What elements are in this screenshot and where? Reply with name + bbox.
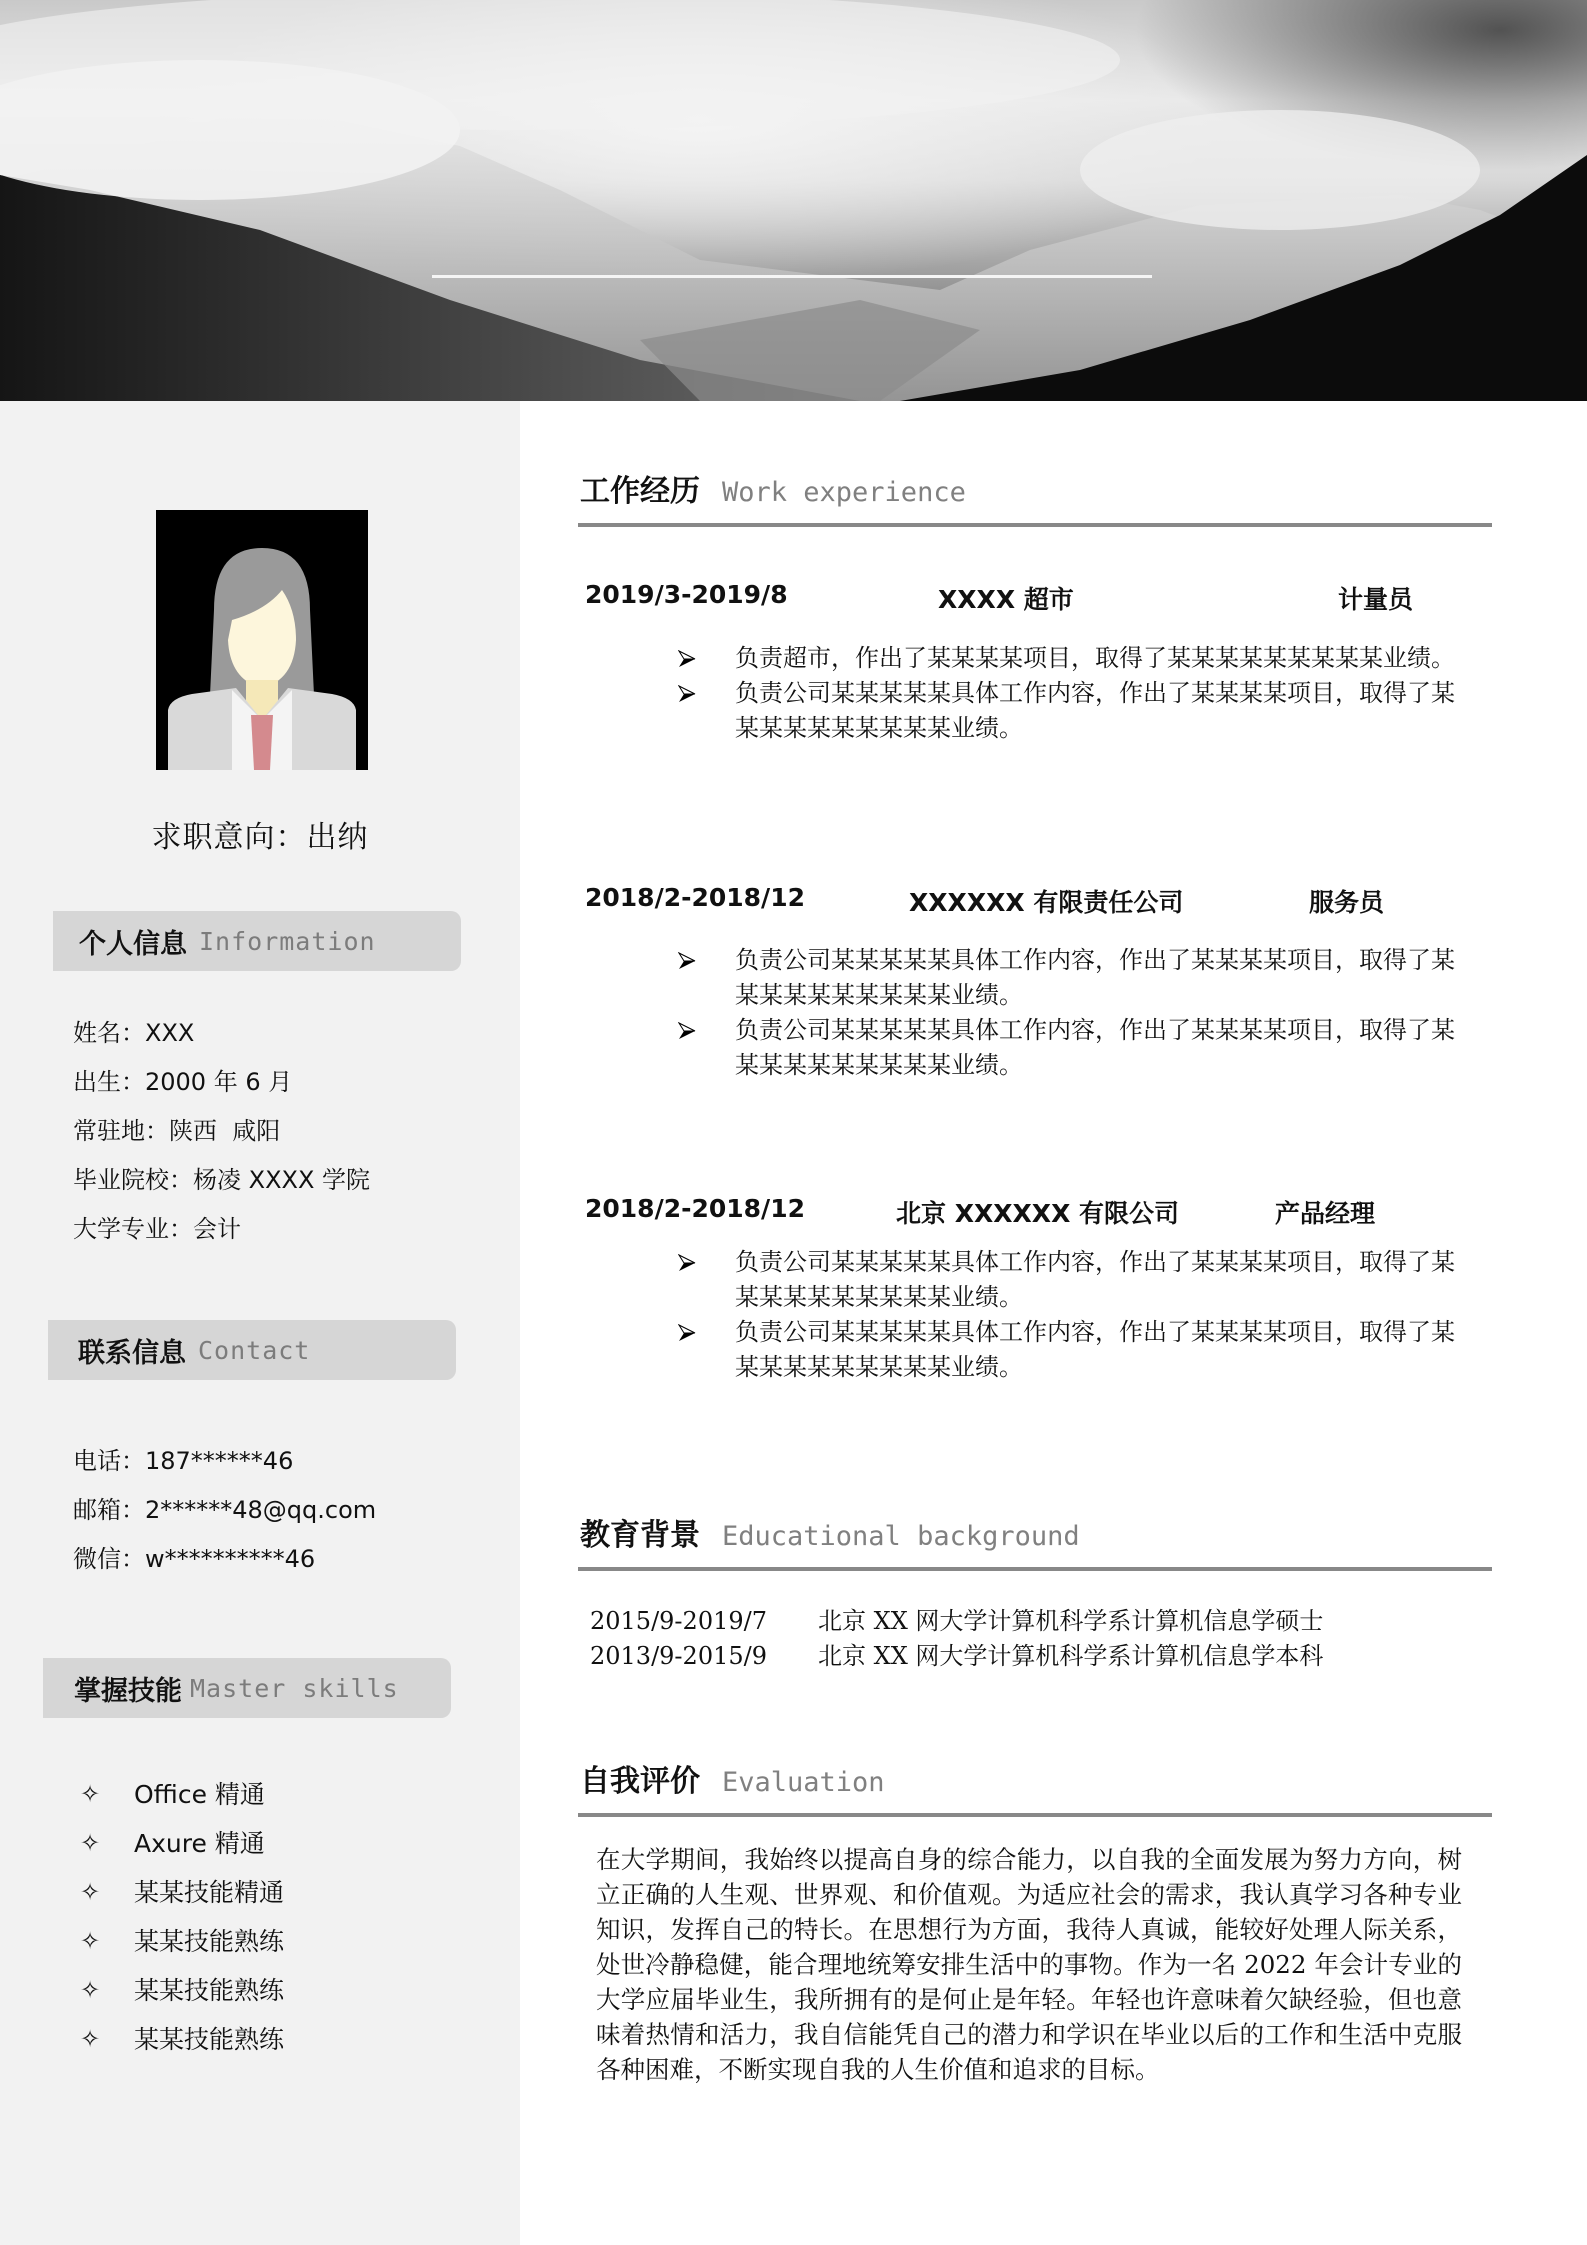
header-banner-image bbox=[0, 0, 1587, 401]
bullet-item: 负责公司某某某某某具体工作内容，作出了某某某某项目，取得了某某某某某某某某某某业绩。 bbox=[678, 943, 1458, 1013]
education-period: 2013/9-2015/9 bbox=[590, 1642, 767, 1670]
job-header bbox=[585, 883, 1485, 923]
job-company: XXXX 超市 bbox=[938, 585, 1074, 614]
female-avatar-icon bbox=[156, 510, 368, 770]
four-point-star-icon: ✧ bbox=[80, 2025, 101, 2053]
bullet-item: 负责超市，作出了某某某某项目，取得了某某某某某某某某某业绩。 bbox=[678, 641, 1458, 676]
section-title-en: Information bbox=[199, 926, 376, 956]
section-title-education: 教育背景 Educational background bbox=[580, 1518, 1080, 1553]
section-header-contact bbox=[48, 1320, 456, 1380]
arrowhead-bullet-icon bbox=[678, 1324, 696, 1342]
section-header-personal-info bbox=[53, 911, 461, 971]
arrowhead-bullet-icon bbox=[678, 952, 696, 970]
job-period: 2018/2-2018/12 bbox=[585, 1194, 805, 1223]
job-role: 计量员 bbox=[1338, 585, 1414, 614]
section-divider bbox=[578, 523, 1492, 527]
education-period: 2015/9-2019/7 bbox=[590, 1607, 767, 1635]
personal-info-list bbox=[73, 1009, 370, 1254]
section-title-cn: 掌握技能 bbox=[74, 1675, 182, 1707]
bullet-item: 负责公司某某某某某具体工作内容，作出了某某某某项目，取得了某某某某某某某某某某业绩。 bbox=[678, 676, 1458, 746]
skill-item: ✧ 某某技能精通 bbox=[80, 1868, 284, 1917]
section-title-cn: 联系信息 bbox=[78, 1337, 186, 1369]
four-point-star-icon: ✧ bbox=[80, 1976, 101, 2004]
job-role: 产品经理 bbox=[1275, 1199, 1376, 1228]
info-row-major: 大学专业：会计 bbox=[73, 1215, 241, 1243]
education-list bbox=[590, 1604, 1323, 1674]
four-point-star-icon: ✧ bbox=[80, 1927, 101, 1955]
job-bullets bbox=[678, 641, 1458, 746]
bullet-item: 负责公司某某某某某具体工作内容，作出了某某某某项目，取得了某某某某某某某某某某业绩。 bbox=[678, 1013, 1458, 1083]
contact-list bbox=[73, 1437, 376, 1584]
skills-list bbox=[80, 1770, 284, 2064]
education-row bbox=[590, 1604, 1323, 1639]
section-divider bbox=[578, 1567, 1492, 1571]
job-header bbox=[585, 1194, 1485, 1234]
job-intent: 求职意向：出纳 bbox=[151, 820, 369, 855]
avatar-photo bbox=[156, 510, 368, 770]
job-period: 2019/3-2019/8 bbox=[585, 580, 788, 609]
info-row-birth: 出生：2000 年 6 月 bbox=[73, 1068, 293, 1096]
skill-item: ✧ Office 精通 bbox=[80, 1770, 284, 1819]
mountain-landscape-icon bbox=[0, 0, 1587, 401]
banner-divider-line bbox=[432, 275, 1152, 278]
self-evaluation-text: 在大学期间，我始终以提高自身的综合能力，以自我的全面发展为努力方向，树立正确的人生观、世界观、和价值观。为适应社会的需求，我认真学习各种专业知识，发挥自己的特长。在思想行为方面，我待人真诚，能较好处理人际关系，处世冷静稳健，能合理地统筹安排生活中的事物。作为一名 2022 年会计专业的大学应届毕业生，我所拥有的是何止是年轻。年轻也许意味着欠缺经验，但也意味着热情和活力，我自信能凭自己的潜力和学识在毕业以后的工作和生活中克服各种困难，不断实现自我的人生价值和追求的目标。 bbox=[596, 1845, 1462, 2084]
education-detail: 北京 XX 网大学计算机科学系计算机信息学本科 bbox=[818, 1642, 1324, 1670]
section-title-cn: 个人信息 bbox=[79, 928, 187, 960]
bullet-item: 负责公司某某某某某具体工作内容，作出了某某某某项目，取得了某某某某某某某某某某业绩。 bbox=[678, 1315, 1458, 1385]
skill-item: ✧ 某某技能熟练 bbox=[80, 1966, 284, 2015]
arrowhead-bullet-icon bbox=[678, 650, 696, 668]
skill-item: ✧ Axure 精通 bbox=[80, 1819, 284, 1868]
contact-row-email: 邮箱：2******48@qq.com bbox=[73, 1496, 377, 1524]
job-role: 服务员 bbox=[1309, 888, 1385, 917]
info-row-name: 姓名：XXX bbox=[73, 1019, 195, 1047]
four-point-star-icon: ✧ bbox=[80, 1780, 101, 1808]
skill-item: ✧ 某某技能熟练 bbox=[80, 2015, 284, 2064]
job-company: XXXXXX 有限责任公司 bbox=[909, 888, 1184, 917]
section-title-en: Contact bbox=[198, 1335, 311, 1365]
four-point-star-icon: ✧ bbox=[80, 1878, 101, 1906]
section-title-evaluation: 自我评价 Evaluation bbox=[580, 1764, 885, 1799]
section-header-skills bbox=[43, 1658, 451, 1718]
section-title-en: Master skills bbox=[190, 1673, 399, 1703]
job-bullets bbox=[678, 1245, 1458, 1385]
info-row-school: 毕业院校：杨凌 XXXX 学院 bbox=[73, 1166, 371, 1194]
bullet-item: 负责公司某某某某某具体工作内容，作出了某某某某项目，取得了某某某某某某某某某某业绩。 bbox=[678, 1245, 1458, 1315]
section-title-work: 工作经历 Work experience bbox=[580, 474, 966, 509]
skill-item: ✧ 某某技能熟练 bbox=[80, 1917, 284, 1966]
contact-row-wechat: 微信：w**********46 bbox=[73, 1545, 316, 1573]
education-row bbox=[590, 1639, 1323, 1674]
job-company: 北京 XXXXXX 有限公司 bbox=[896, 1199, 1180, 1228]
section-divider bbox=[578, 1813, 1492, 1817]
arrowhead-bullet-icon bbox=[678, 1254, 696, 1272]
contact-row-phone: 电话：187******46 bbox=[73, 1447, 294, 1475]
arrowhead-bullet-icon bbox=[678, 1022, 696, 1040]
education-detail: 北京 XX 网大学计算机科学系计算机信息学硕士 bbox=[818, 1607, 1324, 1635]
arrowhead-bullet-icon bbox=[678, 685, 696, 703]
job-period: 2018/2-2018/12 bbox=[585, 883, 805, 912]
four-point-star-icon: ✧ bbox=[80, 1829, 101, 1857]
job-header bbox=[585, 580, 1485, 620]
job-bullets bbox=[678, 943, 1458, 1083]
info-row-residence: 常驻地：陕西 咸阳 bbox=[73, 1117, 281, 1145]
